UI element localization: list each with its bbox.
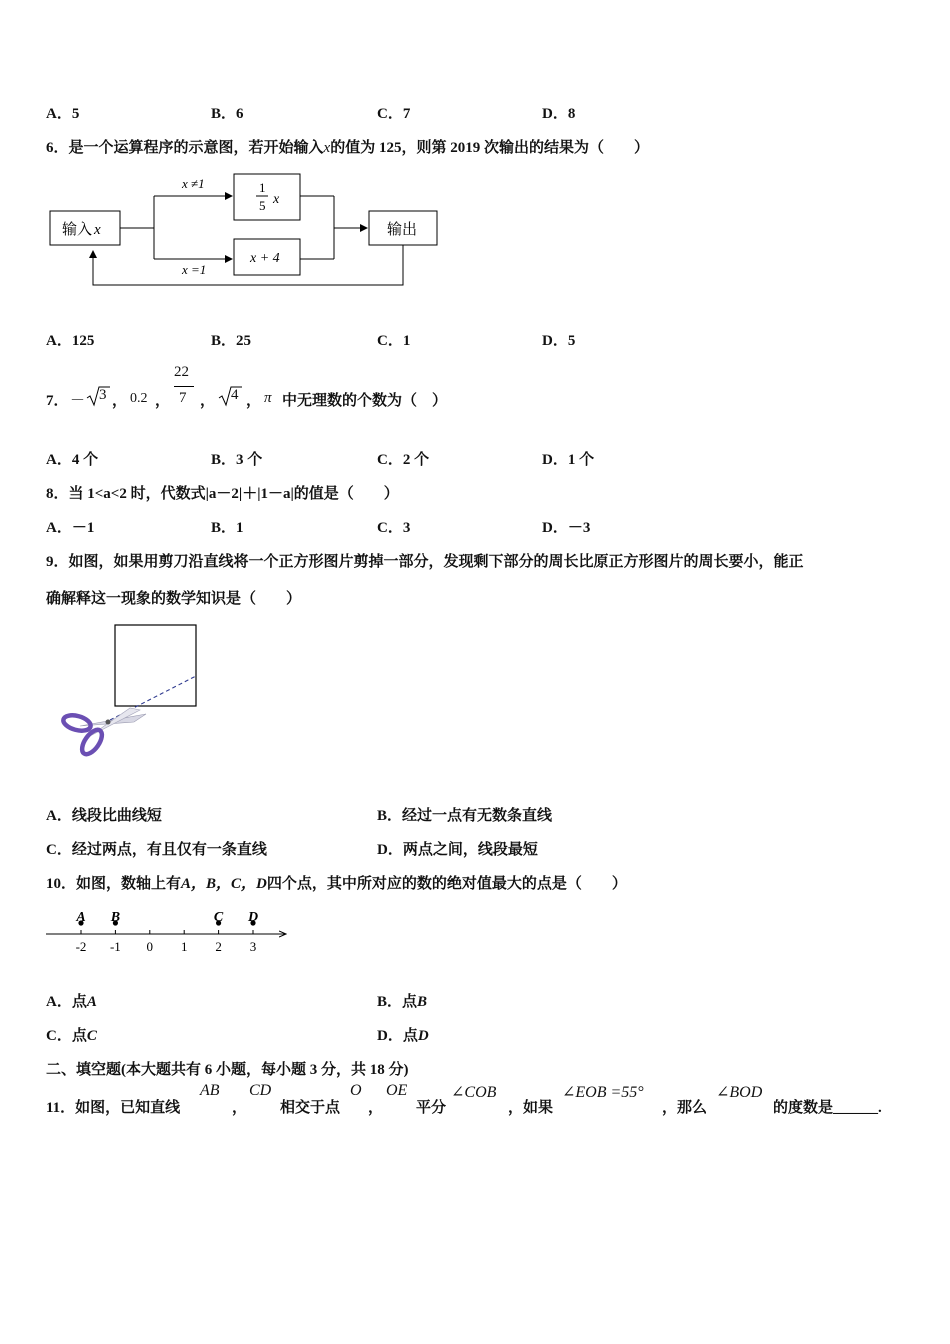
- q11-text-d: ，如果: [508, 1100, 554, 1116]
- number-line-tick-label: 3: [249, 939, 257, 954]
- q7-sep1: ，: [112, 393, 128, 409]
- q10-option-d: D．点D: [377, 1028, 429, 1044]
- q11-line-cd: CD: [249, 1082, 272, 1099]
- q10-stem: [46, 872, 627, 893]
- q7-option-b: B．3 个: [211, 452, 263, 468]
- q11-angle-eob: ∠EOB =55°: [562, 1084, 644, 1101]
- q6-flowchart: [44, 165, 444, 295]
- q8-option-b: B．1: [211, 520, 244, 536]
- scissors-icon: [62, 708, 146, 757]
- q11-text-e: ，那么: [662, 1100, 708, 1116]
- q6-stem: [46, 136, 649, 157]
- flow-input-label: 输入 x: [62, 222, 101, 238]
- q8-stem: 8．当 1<a<2 时，代数式|a－2|＋|1－a|的值是（ ）: [46, 486, 399, 502]
- q5-option-d: D．8: [542, 106, 576, 122]
- q10-number-line: [44, 905, 294, 960]
- q8-option-a: A．－1: [46, 520, 95, 536]
- q9-option-c: C．经过两点，有且仅有一条直线: [46, 842, 267, 858]
- flow-box-bottom-text: x + 4: [250, 251, 280, 266]
- q11-angle-cob: ∠COB: [451, 1084, 497, 1101]
- q11-angle-bod: ∠BOD: [716, 1084, 763, 1101]
- q11-text-b: 相交于点: [280, 1100, 341, 1116]
- square-picture: [115, 625, 196, 706]
- number-line-point-label: D: [247, 910, 259, 925]
- q7-minus: －: [70, 393, 86, 409]
- flow-frac-num: 1: [259, 180, 266, 195]
- q6-stem-b: 的值为 125，则第 2019 次输出的结果为（ ）: [330, 140, 649, 156]
- q7-sep3: ，: [200, 393, 216, 409]
- q11-comma-1: ，: [232, 1100, 248, 1116]
- q6-option-c: C．1: [377, 333, 411, 349]
- q11-text-c: 平分: [416, 1100, 447, 1116]
- number-line-tick-label: 0: [146, 939, 154, 954]
- q7-sqrt3: [86, 384, 110, 408]
- flow-frac-var: x: [273, 192, 280, 207]
- q7-option-a: A．4 个: [46, 452, 99, 468]
- q11-text-a: 11．如图，已知直线: [46, 1100, 181, 1116]
- q10-points: A，B，C，D: [181, 876, 267, 892]
- number-line-tick-label: 1: [180, 939, 188, 954]
- number-line-point-label: C: [213, 910, 224, 925]
- q7-pi: π: [264, 390, 272, 406]
- q7-option-d: D．1 个: [542, 452, 595, 468]
- flow-output-label: 输出: [387, 222, 418, 238]
- q9-figure: [50, 618, 210, 768]
- q11-point-o: O: [350, 1082, 362, 1099]
- q5-option-b: B．6: [211, 106, 244, 122]
- q10-stem-b: 四个点，其中所对应的数的绝对值最大的点是（ ）: [266, 876, 627, 892]
- q6-option-b: B．25: [211, 333, 252, 349]
- q7-fraction-den: 7: [179, 390, 187, 406]
- q10-option-c: C．点C: [46, 1028, 97, 1044]
- number-line-point-label: B: [110, 910, 121, 925]
- q7-sep2: ，: [155, 393, 171, 409]
- q10-option-a: A．点A: [46, 994, 97, 1010]
- q9-stem-line1: 9．如图，如果用剪刀沿直线将一个正方形图片剪掉一部分，发现剩下部分的周长比原正方形图片的周长要小，能正: [46, 554, 804, 570]
- q6-option-a: A．125: [46, 333, 95, 349]
- q9-stem-line2: 确解释这一现象的数学知识是（ ）: [46, 591, 302, 607]
- q8-option-d: D．－3: [542, 520, 591, 536]
- q5-option-a: A．5: [46, 106, 80, 122]
- q9-option-d: D．两点之间，线段最短: [377, 842, 538, 858]
- number-line-point-label: A: [76, 910, 86, 925]
- q7-sep4: ，: [246, 393, 262, 409]
- q11-text-f: 的度数是______.: [773, 1100, 882, 1116]
- flow-box-top: [234, 174, 300, 220]
- q7-fraction-num: 22: [174, 364, 189, 380]
- q7-sqrt4: [218, 384, 242, 408]
- section-2-title: 二、填空题(本大题共有 6 小题，每小题 3 分，共 18 分): [46, 1062, 409, 1078]
- q10-option-b: B．点B: [377, 994, 428, 1010]
- number-line-tick-label: -1: [109, 939, 121, 954]
- flow-frac-den: 5: [259, 198, 266, 213]
- q11-line-ab: AB: [200, 1082, 220, 1099]
- q5-option-c: C．7: [377, 106, 411, 122]
- q6-option-d: D．5: [542, 333, 576, 349]
- q9-option-a: A．线段比曲线短: [46, 808, 162, 824]
- number-line-tick-label: 2: [215, 939, 222, 954]
- q6-var-x: x: [323, 140, 331, 156]
- flow-cond-top: x ≠1: [182, 176, 205, 191]
- q7-sqrt3-value: 3: [99, 387, 107, 403]
- q10-stem-a: 10．如图，数轴上有: [46, 876, 182, 892]
- flow-cond-bottom: x =1: [182, 262, 207, 277]
- q7-stem: 中无理数的个数为（ ）: [282, 393, 448, 409]
- q8-option-c: C．3: [377, 520, 411, 536]
- q11-comma-2: ，: [368, 1100, 384, 1116]
- q9-option-b: B．经过一点有无数条直线: [377, 808, 553, 824]
- q7-fraction-bar: [174, 386, 194, 387]
- q7-number: 7．: [46, 393, 69, 409]
- number-line-tick-label: -2: [75, 939, 87, 954]
- q7-decimal: 0.2: [130, 391, 148, 406]
- q11-ray-oe: OE: [386, 1082, 408, 1099]
- q6-stem-a: 6．是一个运算程序的示意图，若开始输入: [46, 140, 324, 156]
- q7-sqrt4-value: 4: [231, 387, 239, 403]
- q7-option-c: C．2 个: [377, 452, 430, 468]
